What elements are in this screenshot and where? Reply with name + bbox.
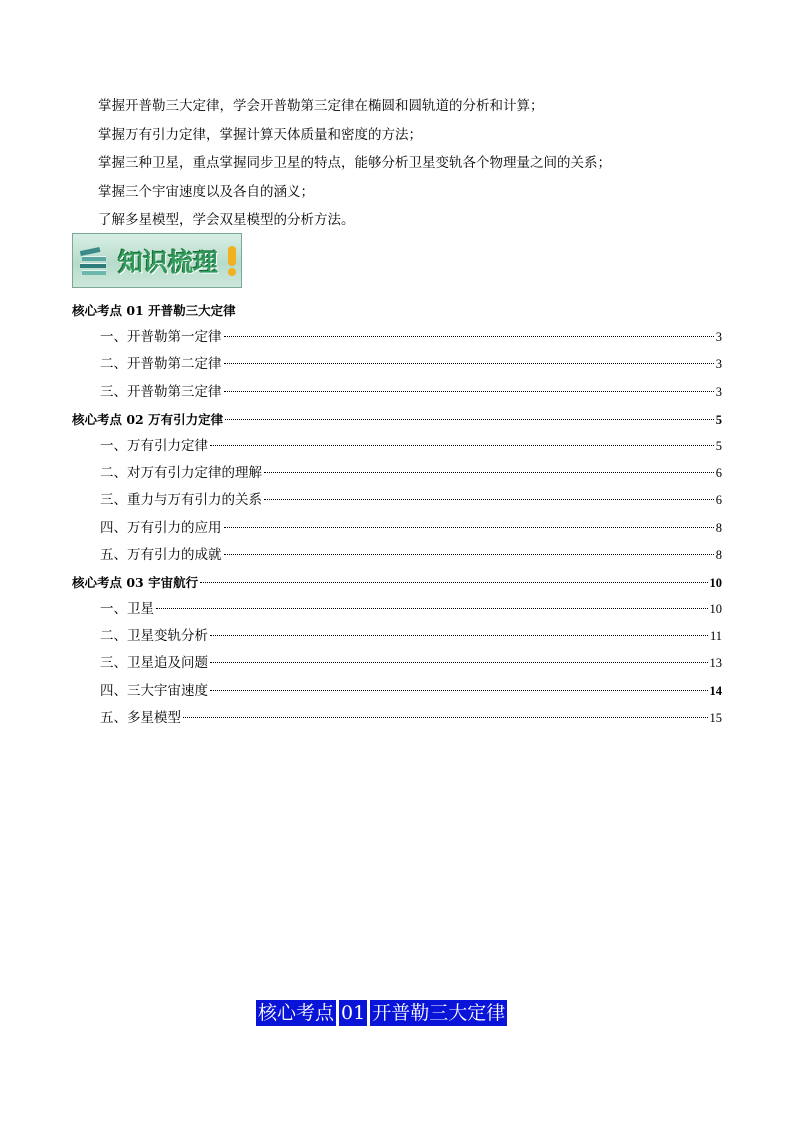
toc-entry-row[interactable]	[72, 351, 722, 378]
toc-page-number: 3	[715, 384, 722, 399]
toc-entry-row[interactable]	[72, 433, 722, 460]
toc-page-number: 6	[715, 466, 722, 481]
toc-page-number: 13	[709, 656, 722, 671]
toc-entry-text: 核心考点 03 宇宙航行	[72, 574, 199, 590]
toc-entry-row[interactable]	[72, 460, 722, 487]
goal-item: 掌握三种卫星，重点掌握同步卫星的特点，能够分析卫星变轨各个物理量之间的关系；	[98, 155, 611, 171]
toc-entry-row[interactable]	[72, 542, 722, 569]
toc-entry-text: 五、多星模型	[100, 709, 181, 726]
learning-goals	[98, 92, 611, 235]
toc-entry-row[interactable]	[72, 678, 722, 705]
toc-entry-text: 二、卫星变轨分析	[100, 628, 208, 645]
dot-leader	[224, 527, 714, 528]
toc-page-number: 14	[709, 683, 722, 698]
dot-leader	[210, 690, 708, 691]
toc-entry-text: 核心考点 01 开普勒三大定律	[72, 303, 236, 318]
toc-page-number: 3	[715, 330, 722, 345]
section-label: 核心考点	[258, 1002, 335, 1024]
table-of-contents	[72, 297, 722, 732]
dot-leader	[224, 391, 714, 392]
goal-item: 掌握万有引力定律，掌握计算天体质量和密度的方法；	[98, 126, 422, 143]
banner-title: 知识梳理	[118, 247, 219, 277]
section-title: 开普勒三大定律	[372, 1002, 506, 1024]
toc-page-number: 11	[709, 629, 722, 644]
toc-page-number: 3	[715, 357, 722, 372]
toc-entry-row[interactable]	[72, 623, 722, 650]
goal-item: 了解多星模型，学会双星模型的分析方法。	[98, 212, 355, 228]
dot-leader	[156, 608, 708, 609]
dot-leader	[210, 635, 708, 636]
toc-page-number: 10	[709, 602, 722, 617]
dot-leader	[200, 582, 707, 583]
toc-entry-text: 三、卫星追及问题	[100, 655, 208, 672]
section-heading	[256, 1000, 507, 1026]
toc-page-number: 5	[715, 412, 722, 427]
dot-leader	[264, 472, 714, 473]
toc-entry-row[interactable]	[72, 487, 722, 514]
toc-entry-row[interactable]	[72, 515, 722, 542]
toc-entry-text: 二、开普勒第二定律	[100, 356, 222, 373]
toc-page-number: 10	[709, 575, 722, 590]
toc-entry-text: 一、万有引力定律	[100, 437, 208, 454]
books-icon	[76, 241, 116, 281]
goal-item: 掌握开普勒三大定律，学会开普勒第三定律在椭圆和圆轨道的分析和计算；	[98, 98, 544, 114]
toc-entry-row[interactable]	[72, 379, 722, 406]
section-number: 01	[341, 1002, 366, 1024]
toc-entry-text: 一、卫星	[100, 601, 154, 618]
toc-entry-text: 核心考点 02 万有引力定律	[72, 411, 224, 427]
toc-entry-text: 五、万有引力的成就	[100, 546, 222, 563]
dot-leader	[183, 717, 708, 718]
knowledge-banner	[72, 233, 242, 288]
toc-entry-text: 三、开普勒第三定律	[100, 383, 222, 400]
dot-leader	[224, 336, 714, 337]
toc-chapter-row[interactable]	[72, 569, 722, 596]
toc-page-number: 15	[709, 710, 722, 725]
toc-entry-row[interactable]	[72, 596, 722, 623]
dot-leader	[210, 445, 714, 446]
toc-chapter-row[interactable]	[72, 406, 722, 433]
toc-page-number: 6	[715, 493, 722, 508]
toc-entry-text: 一、开普勒第一定律	[100, 329, 222, 346]
toc-page-number: 8	[715, 520, 722, 535]
toc-page-number: 8	[715, 547, 722, 562]
dot-leader	[224, 363, 714, 364]
toc-entry-row[interactable]	[72, 650, 722, 677]
dot-leader	[225, 419, 714, 420]
toc-entry-text: 四、三大宇宙速度	[100, 682, 208, 699]
toc-chapter-row[interactable]	[72, 297, 722, 324]
toc-page-number: 5	[715, 438, 722, 453]
toc-entry-text: 二、对万有引力定律的理解	[100, 465, 262, 482]
dot-leader	[264, 499, 714, 500]
toc-entry-row[interactable]	[72, 324, 722, 351]
dot-leader	[210, 662, 708, 663]
toc-entry-row[interactable]	[72, 705, 722, 732]
toc-entry-text: 三、重力与万有引力的关系	[100, 492, 262, 509]
goal-item: 掌握三个宇宙速度以及各自的涵义；	[98, 183, 314, 200]
exclamation-icon	[224, 244, 240, 278]
dot-leader	[224, 554, 714, 555]
toc-entry-text: 四、万有引力的应用	[100, 519, 222, 536]
